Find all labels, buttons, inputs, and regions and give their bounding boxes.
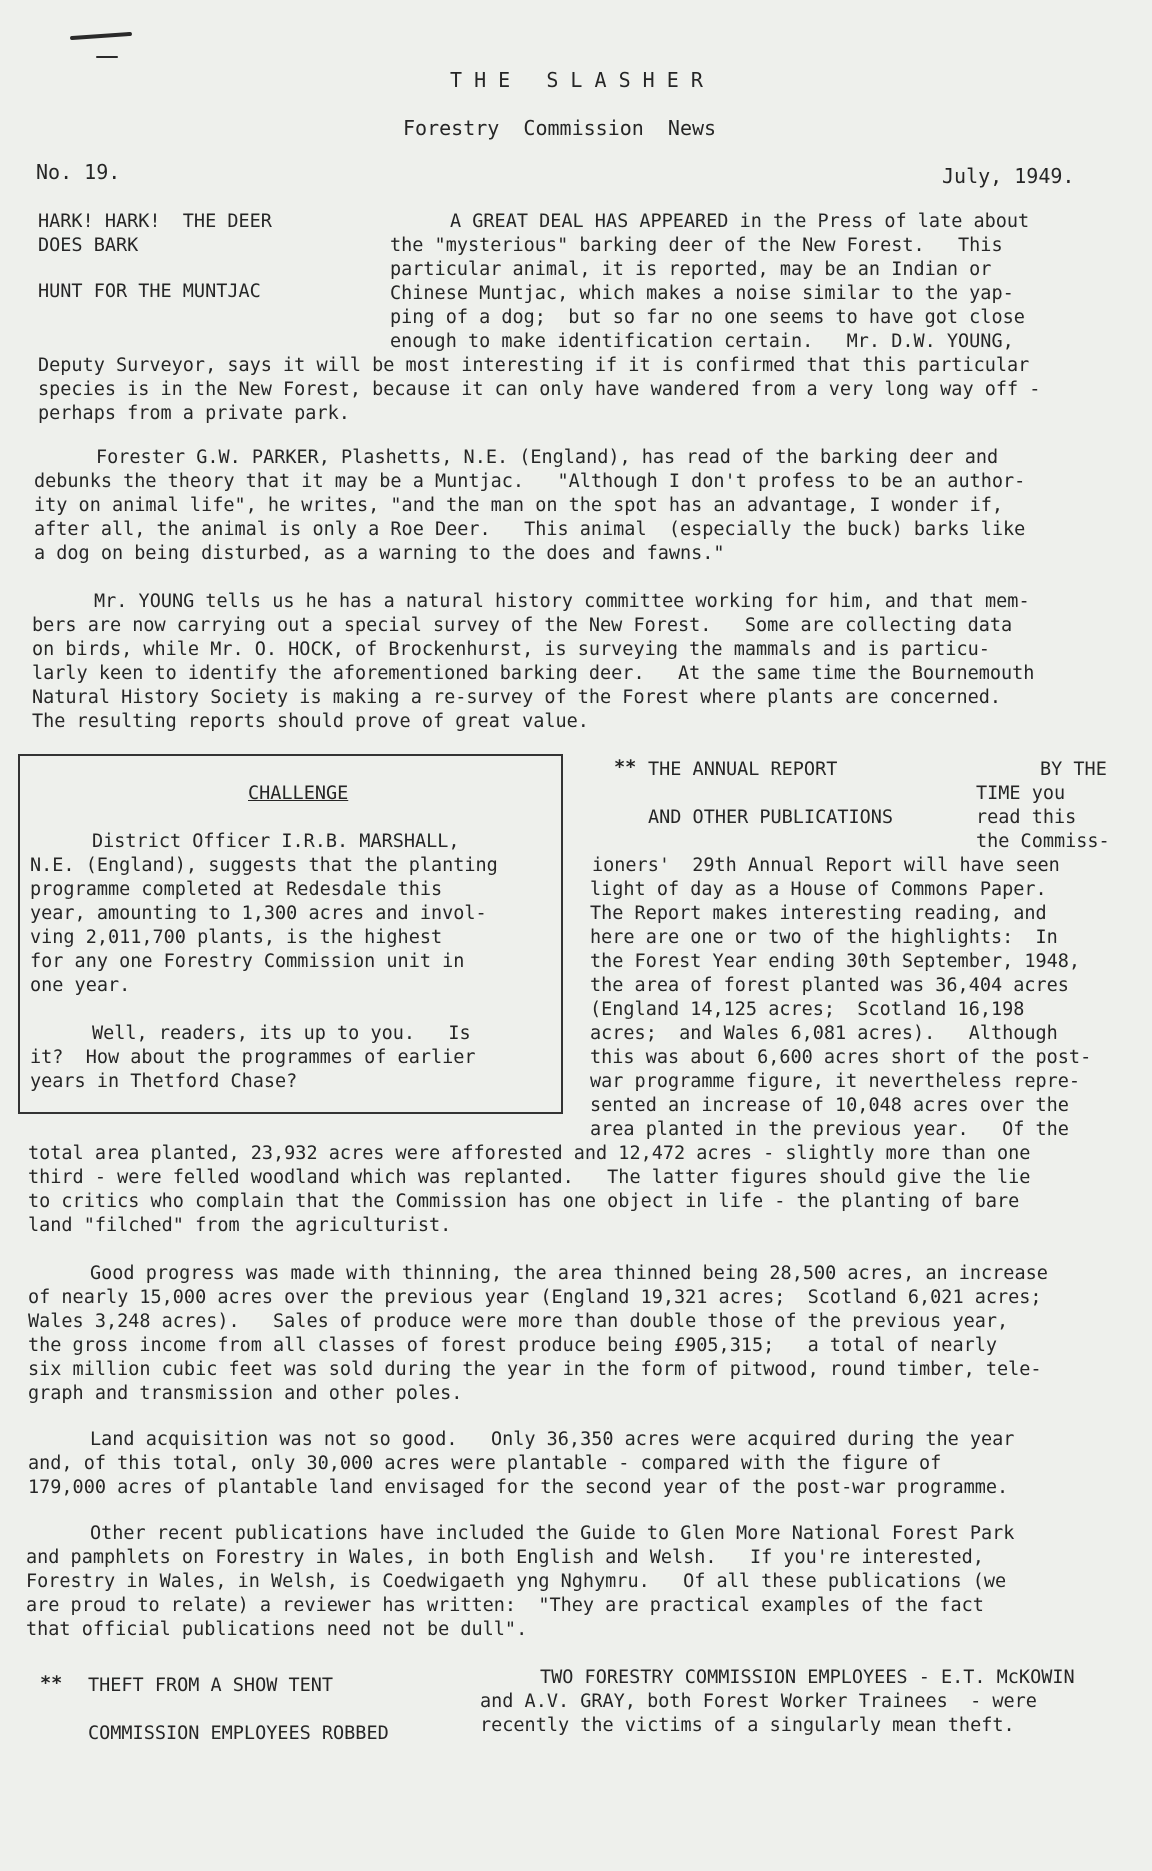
report-side-line: read this — [976, 807, 1077, 828]
body-line: that official publications need not be dull". — [26, 1619, 528, 1640]
challenge-line: year, amounting to 1,300 acres and invol- — [30, 903, 487, 924]
body-line: debunks the theory that it may be a Muntjac. "Although I don't profess to be an author- — [34, 471, 1026, 492]
challenge-line: years in Thetford Chase? — [30, 1071, 298, 1092]
body-line: and pamphlets on Forestry in Wales, in both English and Welsh. If you're interested, — [26, 1547, 984, 1568]
body-line: perhaps from a private park. — [38, 403, 350, 424]
report-line: the area of forest planted was 36,404 acres — [590, 975, 1069, 996]
body-line: The resulting reports should prove of great value. — [32, 711, 589, 732]
challenge-line: Well, readers, its up to you. Is — [92, 1023, 471, 1044]
body-line: Other recent publications have included the Guide to Glen More National Forest Park — [90, 1523, 1015, 1544]
body-line: to critics who complain that the Commission has one object in life - the planting of bare — [28, 1191, 1020, 1212]
body-line: of nearly 15,000 acres over the previous year (England 19,321 acres; Scotland 6,021 acres; — [28, 1287, 1042, 1308]
body-line: Deputy Surveyor, says it will be most interesting if it is confirmed that this particular — [38, 355, 1030, 376]
report-line: here are one or two of the highlights: In — [590, 927, 1058, 948]
body-line: A GREAT DEAL HAS APPEARED in the Press of late about — [450, 211, 1030, 232]
body-line: graph and transmission and other poles. — [28, 1383, 463, 1404]
theft-heading-2: COMMISSION EMPLOYEES ROBBED — [88, 1723, 389, 1744]
challenge-line: ving 2,011,700 plants, is the highest — [30, 927, 443, 948]
body-line: ity on animal life", he writes, "and the man on the spot has an advantage, I wonder if, — [34, 495, 1004, 516]
body-line: Wales 3,248 acres). Sales of produce were more than double those of the previous year, — [28, 1311, 1009, 1332]
body-line: Forestry in Wales, in Welsh, is Coedwigaeth yng Nghymru. Of all these publications (we — [26, 1571, 1007, 1592]
body-line: are proud to relate) a reviewer has written: "They are practical examples of the fact — [26, 1595, 984, 1616]
body-line: and, of this total, only 30,000 acres were plantable - compared with the figure of — [28, 1453, 942, 1474]
body-line: six million cubic feet was sold during the year in the form of pitwood, round timber, tele- — [28, 1359, 1042, 1380]
body-line: the gross income from all classes of forest produce being £905,315; a total of nearly — [28, 1335, 998, 1356]
body-line: the "mysterious" barking deer of the New Forest. This — [390, 235, 1003, 256]
body-line: on birds, while Mr. O. HOCK, of Brockenhurst, is surveying the mammals and is particu- — [32, 639, 990, 660]
ink-dash — [96, 56, 118, 58]
body-line: Good progress was made with thinning, the area thinned being 28,500 acres, an increase — [90, 1263, 1048, 1284]
newsletter-title: T H E S L A S H E R — [450, 68, 703, 92]
body-line: third - were felled woodland which was replanted. The latter figures should give the lie — [28, 1167, 1031, 1188]
report-line: the Forest Year ending 30th September, 1948, — [590, 951, 1081, 972]
report-heading-1: THE ANNUAL REPORT — [648, 759, 838, 780]
challenge-line: one year. — [30, 975, 131, 996]
body-line: Forester G.W. PARKER, Plashetts, N.E. (England), has read of the barking deer and — [96, 447, 999, 468]
theft-heading-1: THEFT FROM A SHOW TENT — [88, 1675, 334, 1696]
body-line: Chinese Muntjac, which makes a noise similar to the yap- — [390, 283, 1014, 304]
side-heading-muntjac: HUNT FOR THE MUNTJAC — [38, 281, 261, 302]
report-line: this was about 6,600 acres short of the post- — [590, 1047, 1092, 1068]
report-line: ioners' 29th Annual Report will have seen — [592, 855, 1060, 876]
issue-number: No. 19. — [36, 160, 121, 184]
body-line: ping of a dog; but so far no one seems to have got close — [390, 307, 1025, 328]
report-line: (England 14,125 acres; Scotland 16,198 — [590, 999, 1025, 1020]
challenge-line: it? How about the programmes of earlier — [30, 1047, 476, 1068]
challenge-line: N.E. (England), suggests that the planting — [30, 855, 498, 876]
report-heading-2: AND OTHER PUBLICATIONS — [648, 807, 894, 828]
newsletter-subtitle: Forestry Commission News — [403, 116, 717, 140]
report-line: area planted in the previous year. Of the — [590, 1119, 1069, 1140]
report-line: The Report makes interesting reading, and — [590, 903, 1047, 924]
body-line: enough to make identification certain. Mr. D.W. YOUNG, — [390, 331, 1014, 352]
body-line: Mr. YOUNG tells us he has a natural history committee working for him, and that mem- — [94, 591, 1030, 612]
report-stars: ** — [614, 757, 637, 778]
issue-date: July, 1949. — [942, 164, 1075, 188]
body-line: Natural History Society is making a re-survey of the Forest where plants are concerned. — [32, 687, 1002, 708]
challenge-line: District Officer I.R.B. MARSHALL, — [92, 831, 460, 852]
report-line: war programme figure, it nevertheless repre- — [590, 1071, 1081, 1092]
side-heading-barking: HARK! HARK! THE DEER — [38, 211, 272, 232]
body-line: after all, the animal is only a Roe Deer. This animal (especially the buck) barks like — [34, 519, 1026, 540]
body-line: 179,000 acres of plantable land envisaged for the second year of the post-war programme. — [28, 1477, 1009, 1498]
report-line: light of day as a House of Commons Paper. — [590, 879, 1047, 900]
challenge-line: programme completed at Redesdale this — [30, 879, 443, 900]
report-line: sented an increase of 10,048 acres over the — [590, 1095, 1069, 1116]
ink-smudge — [70, 32, 132, 40]
body-line: particular animal, it is reported, may be an Indian or — [390, 259, 992, 280]
body-line: land "filched" from the agriculturist. — [28, 1215, 452, 1236]
challenge-heading: CHALLENGE — [248, 783, 349, 804]
side-heading-barking-2: DOES BARK — [38, 235, 139, 256]
report-side-line: BY THE — [1040, 759, 1107, 780]
report-side-line: TIME you — [976, 783, 1066, 804]
body-line: total area planted, 23,932 acres were afforested and 12,472 acres - slightly more than one — [28, 1143, 1031, 1164]
theft-stars: ** — [40, 1673, 63, 1694]
body-line: larly keen to identify the aforementioned barking deer. At the same time the Bournemouth — [32, 663, 1035, 684]
report-side-line: the Commiss- — [976, 831, 1110, 852]
theft-line: TWO FORESTRY COMMISSION EMPLOYEES - E.T. McKOWIN — [540, 1667, 1075, 1688]
theft-line: recently the victims of a singularly mean theft. — [480, 1715, 1015, 1736]
body-line: species is in the New Forest, because it can only have wandered from a very long way off - — [38, 379, 1041, 400]
body-line: Land acquisition was not so good. Only 36,350 acres were acquired during the year — [90, 1429, 1015, 1450]
report-line: acres; and Wales 6,081 acres). Although — [590, 1023, 1058, 1044]
challenge-line: for any one Forestry Commission unit in — [30, 951, 465, 972]
body-line: a dog on being disturbed, as a warning to the does and fawns." — [34, 543, 725, 564]
theft-line: and A.V. GRAY, both Forest Worker Trainees - were — [480, 1691, 1037, 1712]
body-line: bers are now carrying out a special survey of the New Forest. Some are collecting data — [32, 615, 1013, 636]
